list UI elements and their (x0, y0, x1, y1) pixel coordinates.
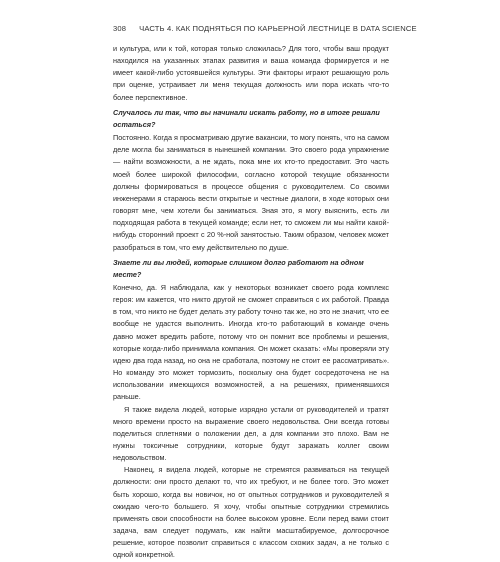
answer-paragraph-1: Постоянно. Когда я просматриваю другие вакансии, то могу понять, что на самом деле могла бы заниматься в нынешней компании. Это своего рода упражнение — найти возможности, а не ждать, пока мне их кто-то предоставит. Это часть моей более широкой философии, согласно которой текущие обязанности должны формироваться в процессе общения с руководителем. Со своими инженерами я стараюсь вести открытые и честные диалоги, в ходе которых они говорят мне, чем хотели бы заниматься. Зная это, я могу выяснить, есть ли подходящая работа в текущей команде; если нет, то сможем ли мы найти какой-нибудь сторонний проект с 20 %-ной занятостью. Таким образом, человек может разобраться в том, что ему действительно по душе. (113, 133, 389, 252)
body-text (113, 43, 389, 562)
answer-paragraph-4: Наконец, я видела людей, которые не стремятся развиваться на текущей должности: они просто делают то, что их требуют, и не более того. Это может быть хорошо, когда вы новичок, но от опытных сотрудников и руководителей я ожидаю чего-то большего. Я хочу, чтобы опытные сотрудники стремились применять свои способности на более высоком уровне. Если перед вами стоит задача, вам следует подумать, как найти масштабируемое, долгосрочное решение, которое позволит справиться с классом схожих задач, а не только с одной конкретной. (113, 465, 389, 560)
interview-question-1: Случалось ли так, что вы начинали искать работу, но в итоге решали остаться? (113, 107, 380, 129)
answer-paragraph-3: Я также видела людей, которые изрядно устали от руководителей и тратят много времени просто на выражение своего недовольства. Они всегда готовы поделиться сплетнями о положении дел, а для компании это плохо. Вам не нужны токсичные сотрудники, которые будут заражать коллег своим недовольством. (113, 404, 389, 463)
answer-paragraph-2: Конечно, да. Я наблюдала, как у некоторых возникает своего рода комплекс героя: им кажется, что никто другой не сможет справиться с их работой. Правда в том, что никто не будет делать эту работу точно так же, но это не значит, что ее вообще не удастся выполнить. Иногда кто-то работающий в команде очень давно может вредить работе, потому что он помнит все проблемы и решения, которые когда-либо принимала компания. Он может сказать: «Мы проверяли эту идею два года назад, но она не сработала, поэтому не стоит ее рассматривать». Но команду это может тормозить, поскольку она будет сосредоточена не на использовании имеющихся возможностей, а на решениях, применявшихся раньше. (113, 282, 389, 402)
running-title: ЧАСТЬ 4. КАК ПОДНЯТЬСЯ ПО КАРЬЕРНОЙ ЛЕСТНИЦЕ В DATA SCIENCE (139, 24, 417, 33)
interview-question-2: Знаете ли вы людей, которые слишком долго работают на одном месте? (113, 257, 364, 279)
page-number: 308 (113, 24, 127, 33)
page-header (113, 24, 417, 33)
paragraph-continued: и культура, или к той, которая только сложилась? Для того, чтобы ваш продукт находился на указанных этапах развития и ваша команда формируется и не имеет какой-либо устоявшейся культуры. Эти факторы играют решающую роль при оценке, устраивает ли меня текущая должность или пора искать что-то более перспективное. (113, 44, 389, 102)
